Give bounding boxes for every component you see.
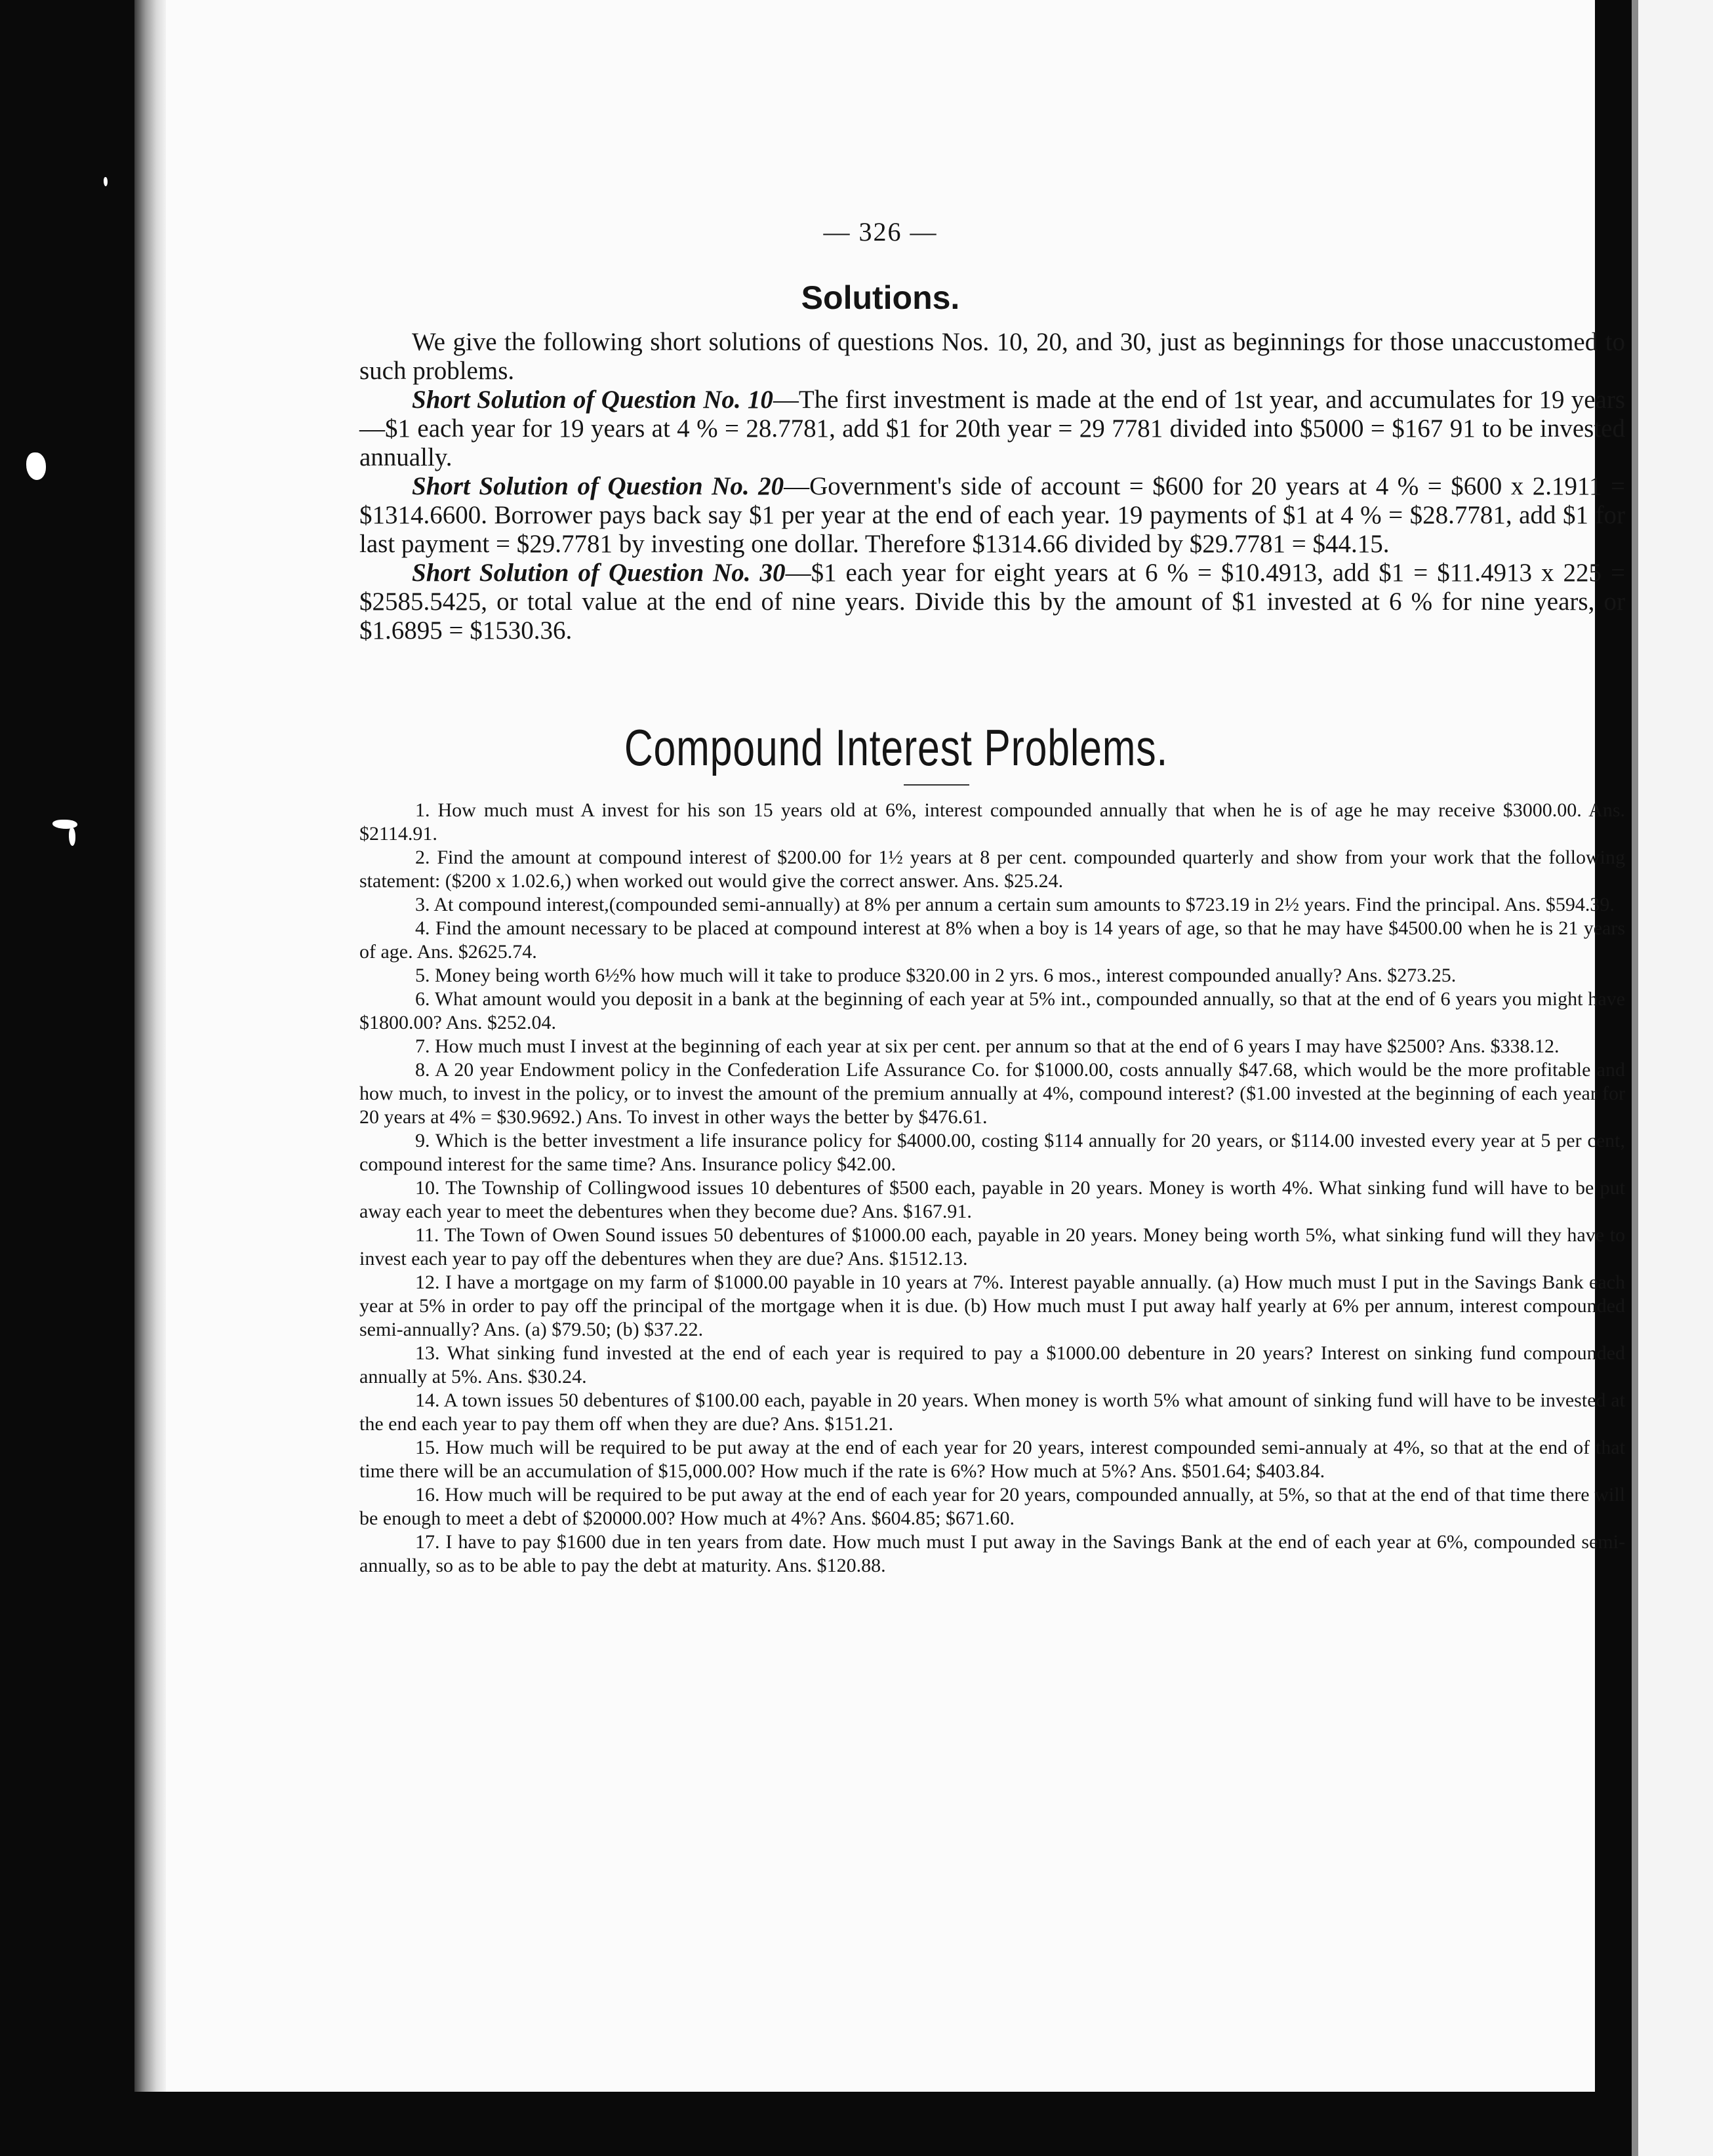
solution-lead: Short Solution of Question No. 20 xyxy=(412,472,784,500)
problem-item: 12. I have a mortgage on my farm of $1000.00 payable in 10 years at 7%. Interest payable annually. (a) How much must I put in the Savings Bank each year at 5% in order to pay off the principal of the mortgage when it is due. (b) How much must I put away half yearly at 6% per annum, interest compounded semi-annually? Ans. (a) $79.50; (b) $37.22. xyxy=(359,1271,1625,1340)
problem-item: 11. The Town of Owen Sound issues 50 debentures of $1000.00 each, payable in 20 years. Money being worth 5%, what sinking fund will they have to invest each year to pay off the debentures when they are due? Ans. $1512.13. xyxy=(359,1224,1625,1269)
problem-item: 6. What amount would you deposit in a bank at the beginning of each year at 5% int., compounded annually, so that at the end of 6 years you might have $1800.00? Ans. $252.04. xyxy=(359,988,1625,1033)
problems-list xyxy=(359,799,1625,1578)
margin-speck xyxy=(26,452,46,480)
problem-item: 13. What sinking fund invested at the end of each year is required to pay a $1000.00 debenture in 20 years? Interest on sinking fund compounded annually at 5%. Ans. $30.24. xyxy=(359,1342,1625,1387)
problem-item: 17. I have to pay $1600 due in ten years from date. How much must I put away in the Savings Bank at the end of each year at 6%, compounded semi-annually, so as to be able to pay the debt at maturity. Ans. $120.88. xyxy=(359,1531,1625,1576)
problem-item: 10. The Township of Collingwood issues 10 debentures of $500 each, payable in 20 years. Money is worth 4%. What sinking fund will have to be put away each year to meet the debentures when they become due? Ans. $167.91. xyxy=(359,1177,1625,1222)
heading-rule xyxy=(904,784,969,786)
solutions-heading: Solutions. xyxy=(801,279,960,316)
solution-lead: Short Solution of Question No. 10 xyxy=(412,386,773,414)
adjacent-page-edge xyxy=(1632,0,1638,2156)
page-number: — 326 — xyxy=(823,217,938,247)
margin-speck xyxy=(104,177,108,186)
solution-paragraph xyxy=(359,559,1625,645)
adjacent-page xyxy=(1632,0,1713,2156)
problems-heading: Compound Interest Problems. xyxy=(624,719,1169,776)
problem-item: 7. How much must I invest at the beginning of each year at six per cent. per annum so that at the end of 6 years I may have $2500? Ans. $338.12. xyxy=(415,1035,1560,1057)
problem-item: 8. A 20 year Endowment policy in the Confederation Life Assurance Co. for $1000.00, costs annually $47.68, which would be the more profitable and how much, to invest in the policy, or to invest the amount of the premium annually at 4%, compound interest? ($1.00 invested at the beginning of each year for 20 years at 4% = $30.9692.) Ans. To invest in other ways the better by $476.61. xyxy=(359,1059,1625,1128)
solution-text: —The first investment is made at the end of 1st year, and accumulates for 19 years —$1 each year for 19 years at 4 % = 28.7781, add $1 for 20th year = 29 7781 divided into $5000 = $167 91 to be invested annually. xyxy=(359,386,1626,471)
solution-text: —Government's side of account = $600 for 20 years at 4 % = $600 x 2.1911 = $1314.6600. Borrower pays back say $1 per year at the end of each year. 19 payments of $1 at 4 % = $28.7781, add $1 for last payment = $29.7781 by investing one dollar. Therefore $1314.66 divided by $29.7781 = $44.15. xyxy=(359,472,1625,558)
scan-border-bottom xyxy=(134,2092,1595,2156)
margin-speck xyxy=(69,828,75,846)
solutions-intro: We give the following short solutions of questions Nos. 10, 20, and 30, just as beginnings for those unaccustomed to such problems. xyxy=(359,328,1625,385)
problem-item: 15. How much will be required to be put away at the end of each year for 20 years, interest compounded semi-annualy at 4%, so that at the end of that time there will be an accumulation of $15,000.00? How much if the rate is 6%? How much at 5%? Ans. $501.64; $403.84. xyxy=(359,1437,1625,1482)
problem-item: 4. Find the amount necessary to be placed at compound interest at 8% when a boy is 14 years of age, so that he may have $4500.00 when he is 21 years of age. Ans. $2625.74. xyxy=(359,917,1625,963)
scan-border-left xyxy=(0,0,134,2156)
margin-speck xyxy=(52,820,77,829)
solutions-section xyxy=(359,328,1625,645)
solution-paragraph xyxy=(359,472,1625,559)
problem-item: 2. Find the amount at compound interest of $200.00 for 1½ years at 8 per cent. compounded quarterly and show from your work that the following statement: ($200 x 1.02.6,) when worked out would give the correct answer. Ans. $25.24. xyxy=(359,847,1625,892)
problem-item: 9. Which is the better investment a life insurance policy for $4000.00, costing $114 annually for 20 years, or $114.00 invested every year at 5 per cent, compound interest for the same time? Ans. Insurance policy $42.00. xyxy=(359,1130,1625,1175)
problem-item: 14. A town issues 50 debentures of $100.00 each, payable in 20 years. When money is worth 5% what amount of sinking fund will have to be invested at the end each year to pay them off when they are due? Ans. $151.21. xyxy=(359,1389,1625,1435)
problem-item: 3. At compound interest,(compounded semi-annually) at 8% per annum a certain sum amounts to $723.19 in 2½ years. Find the principal. Ans. $594.39. xyxy=(415,894,1615,915)
solution-paragraph xyxy=(359,386,1625,472)
problem-item: 1. How much must A invest for his son 15 years old at 6%, interest compounded annually that when he is of age he may receive $3000.00. Ans. $2114.91. xyxy=(359,799,1625,845)
book-page xyxy=(166,0,1626,2092)
problem-item: 5. Money being worth 6½% how much will it take to produce $320.00 in 2 yrs. 6 mos., interest compounded anually? Ans. $273.25. xyxy=(415,965,1457,986)
solution-lead: Short Solution of Question No. 30 xyxy=(412,559,786,587)
problem-item: 16. How much will be required to be put away at the end of each year for 20 years, compounded annually, at 5%, so that at the end of that time there will be enough to meet a debt of $20000.00? How much at 4%? Ans. $604.85; $671.60. xyxy=(359,1484,1625,1529)
book-binding-edge xyxy=(134,0,166,2156)
solution-text: —$1 each year for eight years at 6 % = $10.4913, add $1 = $11.4913 x 225 = $2585.5425, or total value at the end of nine years. Divide this by the amount of $1 invested at 6 % for nine years, or $1.6895 = $1530.36. xyxy=(359,559,1625,645)
